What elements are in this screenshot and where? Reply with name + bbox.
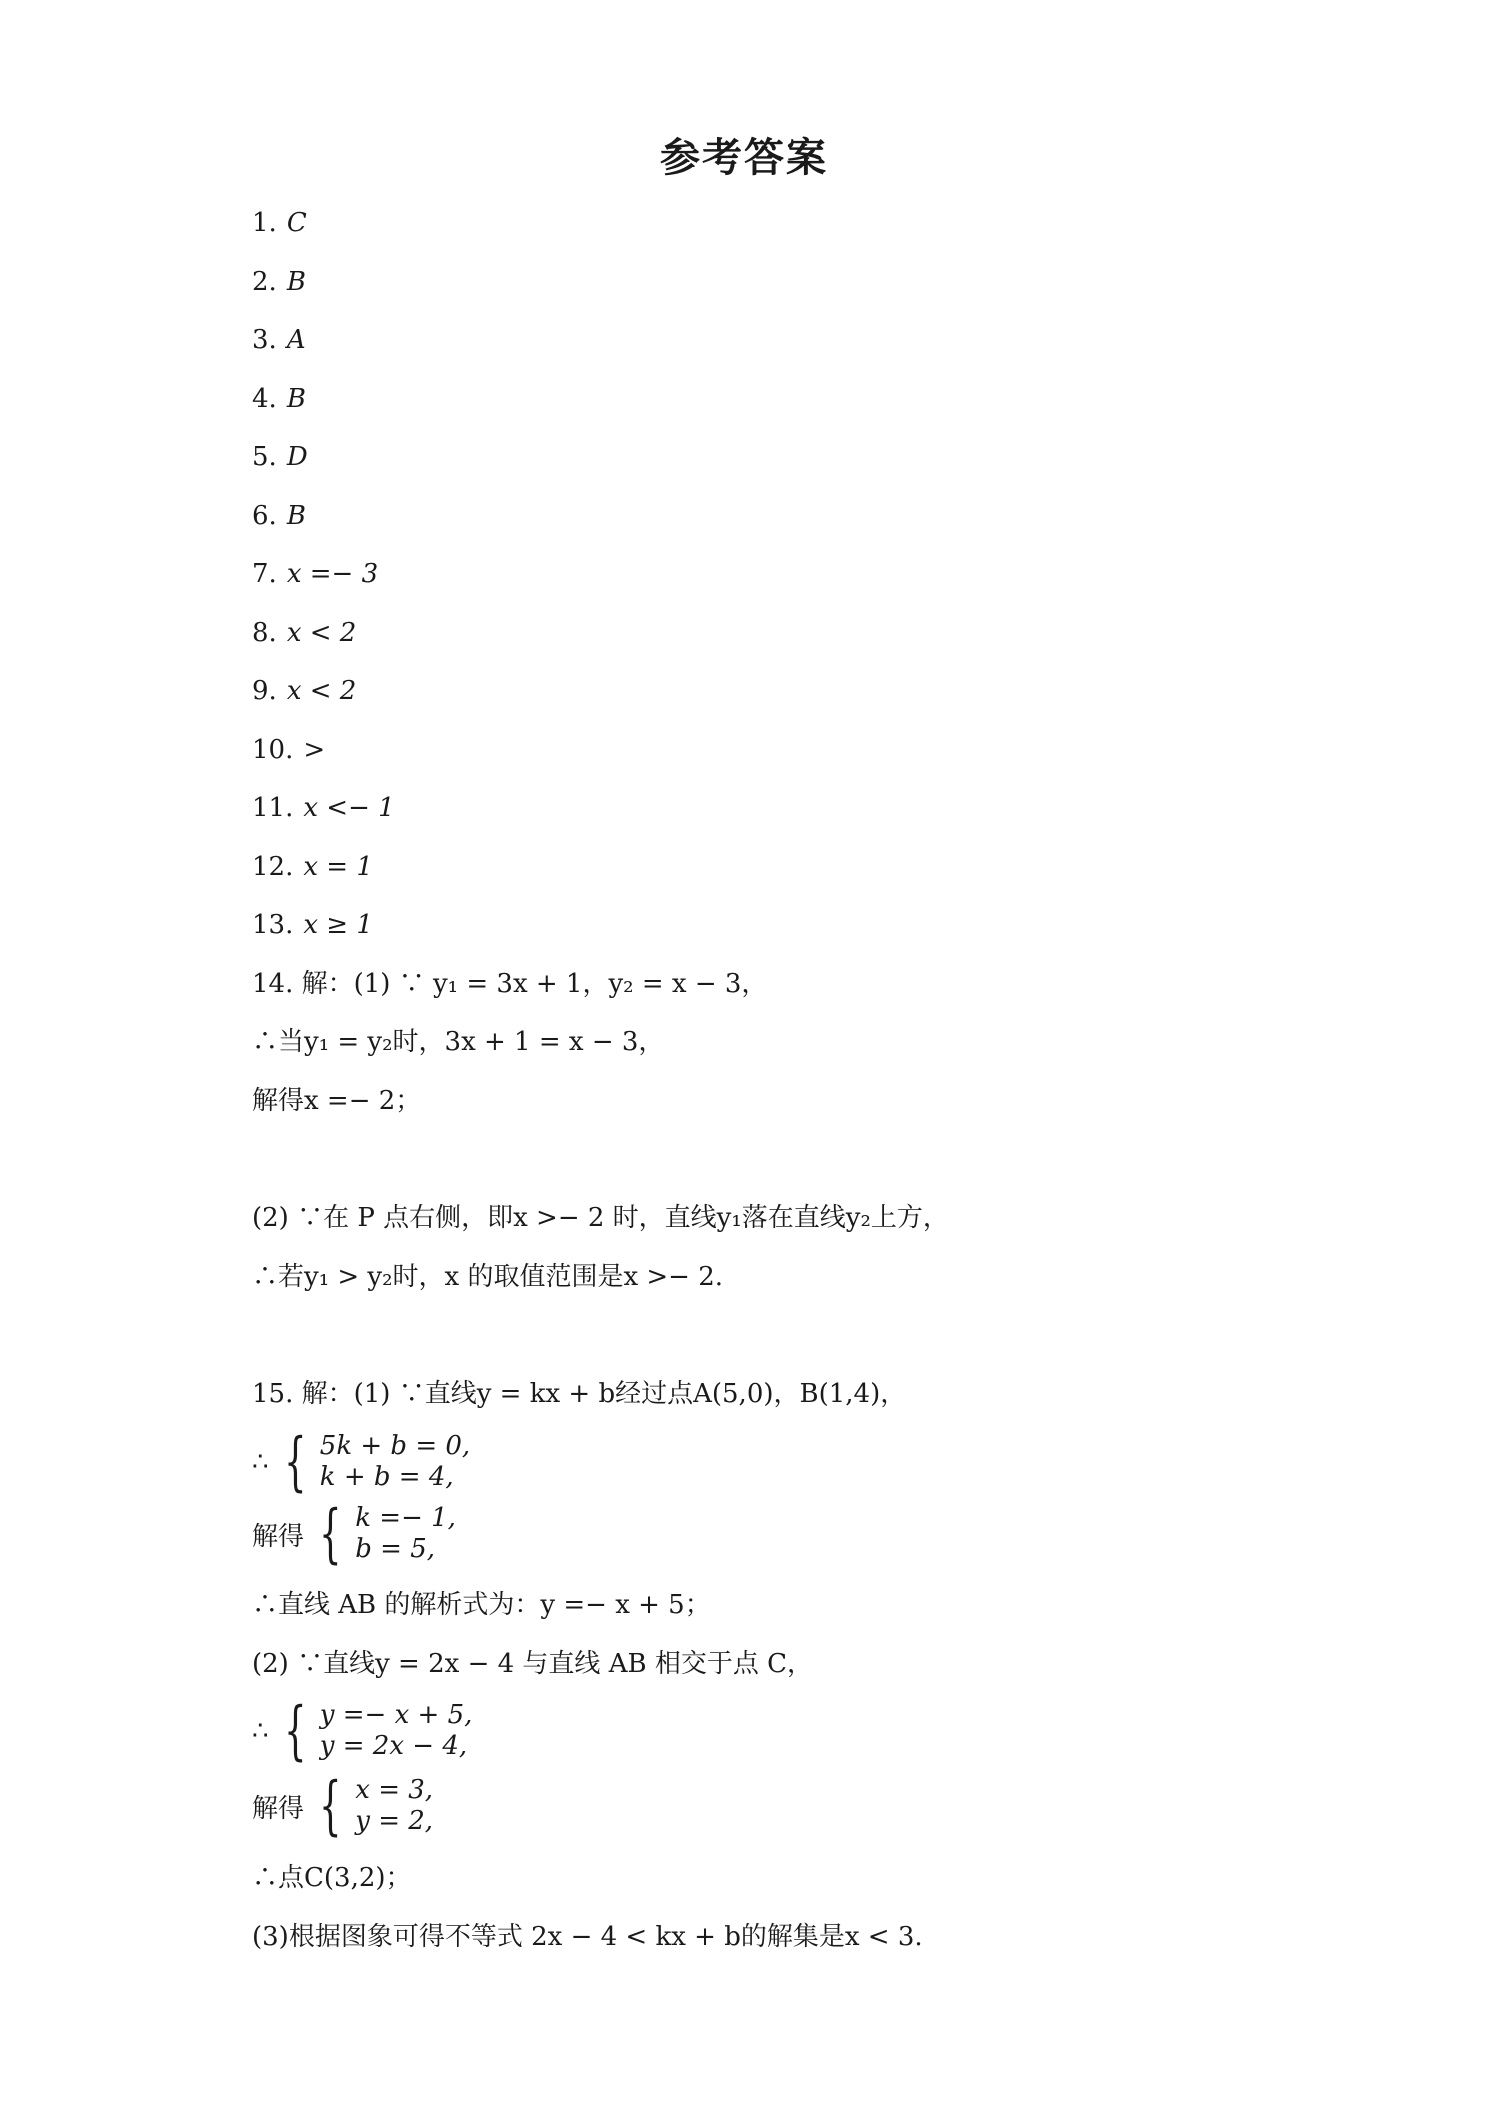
left-brace-icon: { [319, 1769, 342, 1843]
answer-value: x < 2 [286, 618, 357, 648]
equation-group [355, 1503, 456, 1565]
q15-line-5: (3)根据图象可得不等式 2x − 4 < kx + b的解集是x < 3. [252, 1922, 923, 1952]
q14-line-2: ∴当y₁ = y₂时，3x + 1 = x − 3， [252, 1027, 665, 1057]
q15-line-2: ∴直线 AB 的解析式为：y =− x + 5； [252, 1590, 711, 1620]
q14-line-4: (2) ∵在 P 点右侧，即x >− 2 时，直线y₁落在直线y₂上方， [252, 1203, 949, 1233]
answer-value: x < 2 [286, 676, 357, 706]
answer-number: 9. [252, 676, 277, 706]
q15-line-4: ∴点C(3,2)； [252, 1863, 412, 1893]
answer-number: 12. [252, 852, 294, 882]
answer-11 [252, 791, 395, 825]
answer-value: B [286, 384, 306, 414]
answer-number: 2. [252, 267, 277, 297]
equation: x = 3, [355, 1775, 434, 1805]
therefore-symbol: ∴ [252, 1447, 269, 1477]
answer-number: 5. [252, 442, 277, 472]
answer-number: 6. [252, 501, 277, 531]
answer-1 [252, 206, 307, 240]
equation-group [320, 1431, 470, 1493]
answer-12 [252, 850, 373, 884]
equation: k + b = 4, [319, 1462, 454, 1492]
answer-number: 4. [252, 384, 277, 414]
q15-system-2 [252, 1694, 473, 1768]
answer-13 [252, 908, 373, 942]
answer-10 [252, 733, 325, 767]
answer-8 [252, 616, 356, 650]
solution-label: 解得 [252, 1521, 305, 1552]
q15-line-3: (2) ∵直线y = 2x − 4 与直线 AB 相交于点 C， [252, 1649, 813, 1679]
equation: y = 2, [355, 1806, 434, 1836]
answer-value: B [286, 267, 306, 297]
answer-number: 3. [252, 325, 277, 355]
left-brace-icon: { [319, 1497, 342, 1571]
answer-9 [252, 674, 356, 708]
equation: b = 5, [355, 1534, 436, 1564]
equation: y = 2x − 4, [319, 1731, 468, 1761]
q14-line-1: 14. 解：(1) ∵ y₁ = 3x + 1，y₂ = x − 3， [252, 969, 768, 999]
answer-number: 13. [252, 910, 294, 940]
equation: y =− x + 5, [319, 1700, 473, 1730]
answer-value: x ≥ 1 [303, 910, 373, 940]
q15-solution-2 [252, 1769, 434, 1843]
answer-2 [252, 265, 306, 299]
answer-6 [252, 499, 306, 533]
answer-number: 1. [252, 208, 277, 238]
answer-number: 8. [252, 618, 277, 648]
equation-group [355, 1775, 433, 1837]
answer-3 [252, 323, 306, 357]
q15-system-1 [252, 1425, 471, 1499]
answer-4 [252, 382, 306, 416]
left-brace-icon: { [283, 1694, 307, 1768]
answer-value: x = 1 [303, 852, 373, 882]
answer-value: > [303, 735, 326, 765]
answer-number: 7. [252, 559, 277, 589]
answer-number: 11. [252, 793, 294, 823]
answer-value: B [286, 501, 306, 531]
answer-7 [252, 557, 378, 591]
q15-line-1: 15. 解：(1) ∵直线y = kx + b经过点A(5,0)，B(1,4)， [252, 1379, 907, 1409]
equation: 5k + b = 0, [319, 1431, 471, 1461]
q14-line-3: 解得x =− 2； [252, 1086, 422, 1116]
therefore-symbol: ∴ [252, 1716, 269, 1746]
page-title: 参考答案 [660, 134, 828, 181]
equation: k =− 1, [355, 1503, 456, 1533]
q14-line-5: ∴若y₁ > y₂时，x 的取值范围是x >− 2. [252, 1262, 724, 1292]
answer-number: 10. [252, 735, 294, 765]
equation-group [320, 1700, 473, 1762]
answer-value: C [286, 208, 307, 238]
answer-value: x =− 3 [286, 559, 379, 589]
left-brace-icon: { [283, 1425, 307, 1499]
answer-5 [252, 440, 308, 474]
solution-label: 解得 [252, 1793, 305, 1824]
answer-value: A [286, 325, 306, 355]
answer-value: x <− 1 [303, 793, 395, 823]
answer-value: D [286, 442, 308, 472]
q15-solution-1 [252, 1497, 456, 1571]
